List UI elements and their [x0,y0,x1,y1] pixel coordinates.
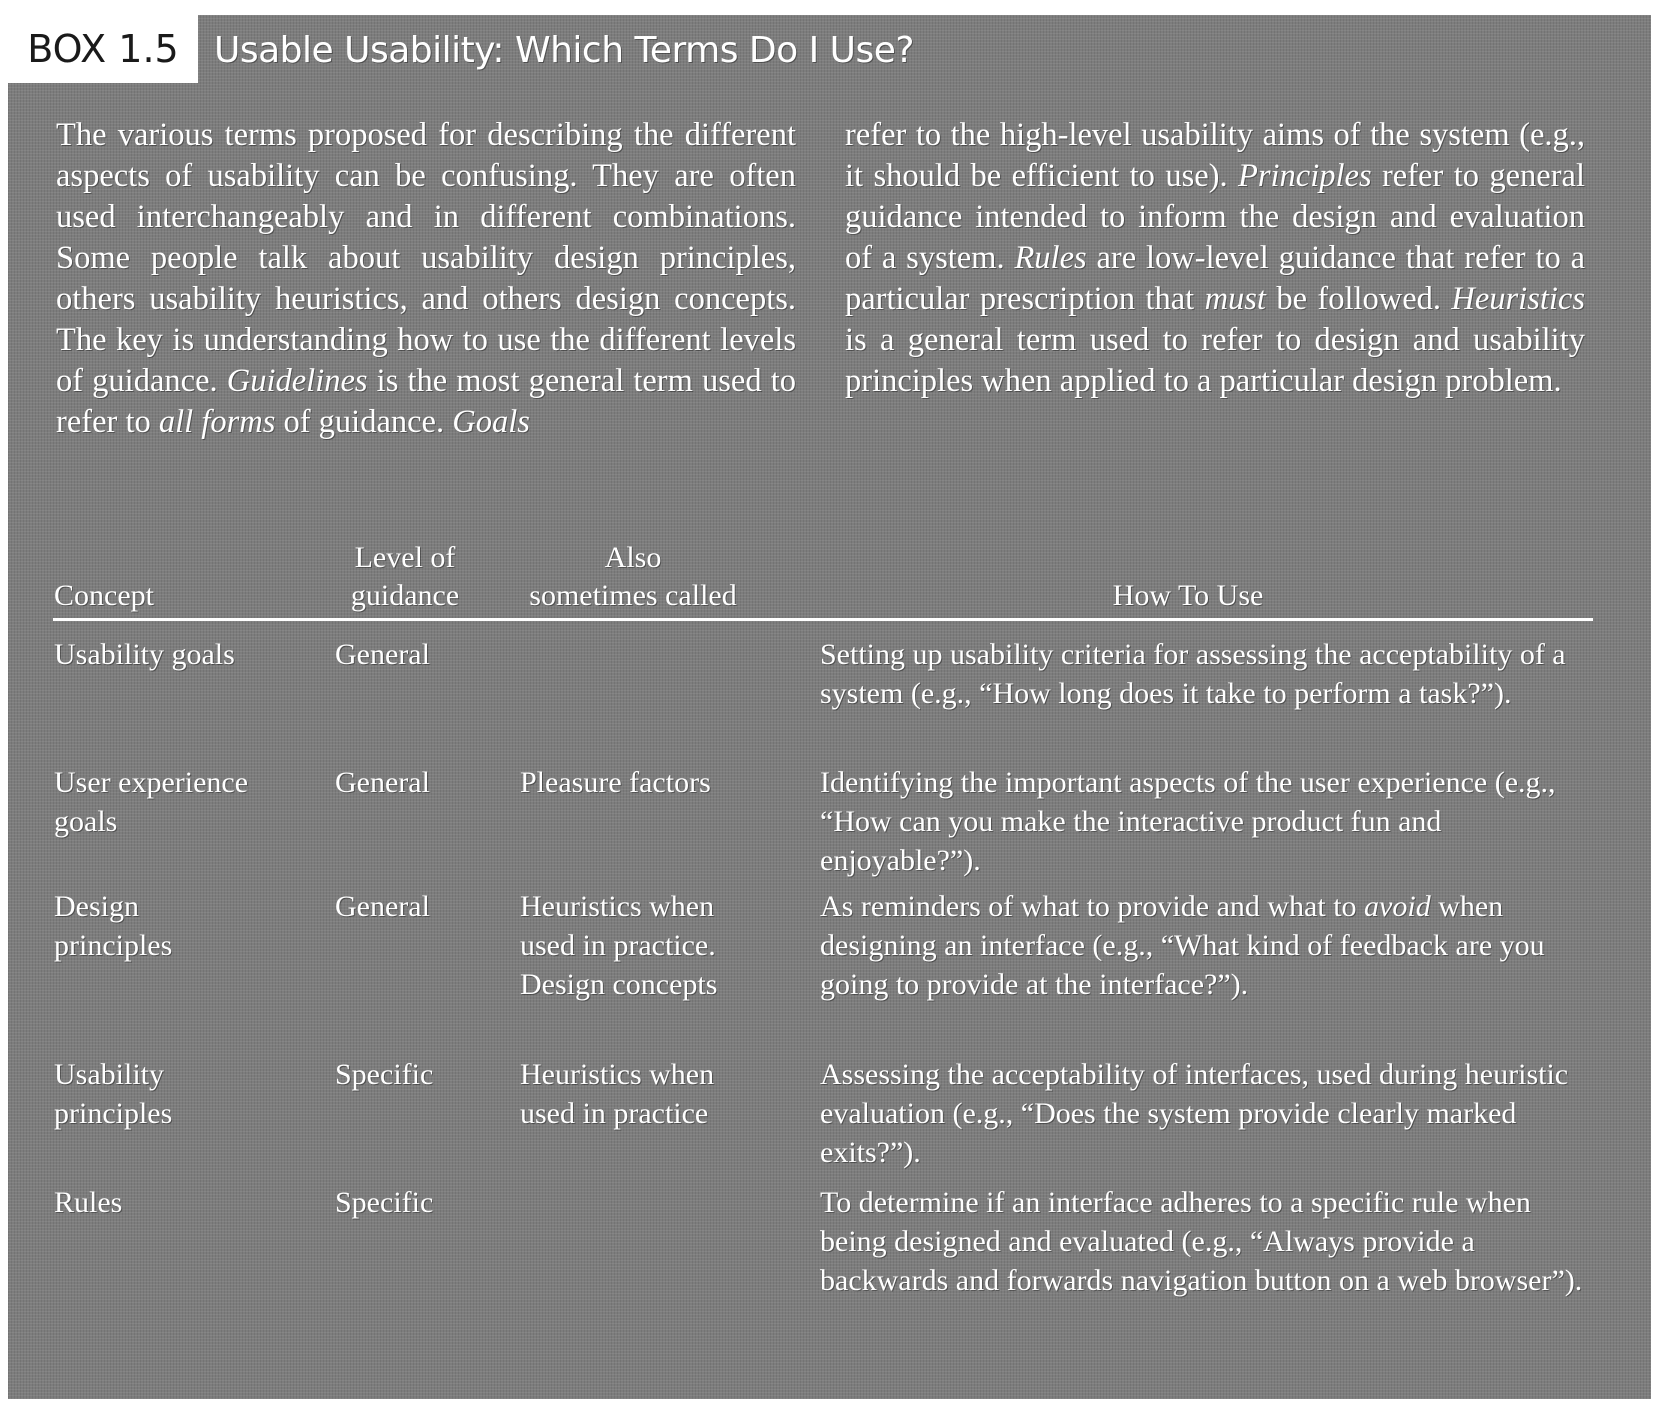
row-rules-concept: Rules [54,1186,123,1219]
row-usability-goals-concept: Usability goals [54,638,235,671]
emphasized-term: all forms [158,404,276,440]
row-design-principles-level: General [335,890,430,923]
emphasized-term: must [1204,281,1266,317]
row-user-experience-goals-how [820,763,1600,880]
table-top-rule [53,618,1593,621]
row-usability-principles-level: Specific [335,1058,434,1091]
header-also-line-1: Also [604,541,662,574]
intro-paragraph-column-2 [845,115,1585,402]
row-user-experience-goals-concept: User experience goals [54,766,249,838]
text-run: As reminders of what to provide and what to [820,890,1365,923]
box-title: Usable Usability: Which Terms Do I Use? [214,30,915,71]
row-usability-goals-level: General [335,638,430,671]
text-run: are low-level guidance that refer to a particular prescription that [845,240,1586,317]
row-user-experience-goals-also: Pleasure factors [520,766,711,799]
text-run: refer to general guidance intended to inform the design and evaluation of a system. [845,158,1585,276]
text-run: refer to the high-level usability aims of the system (e.g., it should be efficient to use). [845,117,1585,194]
row-rules-level: Specific [335,1186,434,1219]
intro-paragraph-column-1 [56,115,796,443]
header-how-to-use: How To Use [1112,579,1264,612]
text-run: The various terms proposed for describing the different aspects of usability can be confusing. They are often used interchangeably and in different combinations. Some people talk about usability design principles, others usability heuristics, and others design concepts. The key is understanding how to use the different levels of guidance. [56,117,796,399]
emphasized-term: avoid [1364,890,1431,923]
text-run: of guidance. [275,404,453,440]
emphasized-term: Rules [1014,240,1087,276]
row-usability-goals-how [820,635,1600,713]
header-also-called [498,539,768,615]
row-rules-how [820,1183,1600,1300]
header-also-line-2: sometimes called [529,579,737,612]
row-usability-principles-concept: Usability principles [54,1058,173,1130]
text-run: is a general term used to refer to design and usability principles when applied to a particular design problem. [845,322,1585,399]
emphasized-term: Heuristics [1451,281,1585,317]
row-user-experience-goals-level: General [335,766,430,799]
box-number-label: BOX 1.5 [8,15,198,83]
box-1-5 [8,15,1651,1399]
row-usability-principles-how [820,1055,1600,1172]
row-design-principles-how [820,887,1600,1004]
emphasized-term: Goals [452,404,530,440]
row-design-principles-also: Heuristics when used in practice. Design concepts [520,890,718,1001]
row-design-principles-concept: Design principles [54,890,173,962]
header-concept: Concept [54,579,154,612]
text-run: Setting up usability criteria for assessing the acceptability of a system (e.g., “How long does it take to perform a task?”). [820,638,1566,710]
emphasized-term: Guidelines [226,363,368,399]
text-run: To determine if an interface adheres to a specific rule when being designed and evaluated (e.g., “Always provide a backwards and forwards navigation button on a web browser”). [820,1186,1583,1297]
emphasized-term: Principles [1238,158,1372,194]
header-level-line-1: Level of [354,541,456,574]
text-run: Identifying the important aspects of the user experience (e.g., “How can you make the interactive product fun and enjoyable?”). [820,766,1556,877]
text-run: is the most general term used to refer to [56,363,796,440]
text-run: when designing an interface (e.g., “What kind of feedback are you going to provide at the interface?”). [820,890,1545,1001]
header-level-line-2: guidance [350,579,460,612]
header-level-of-guidance [330,539,480,615]
text-run: be followed. [1265,281,1452,317]
row-usability-principles-also: Heuristics when used in practice [520,1058,715,1130]
text-run: Assessing the acceptability of interfaces, used during heuristic evaluation (e.g., “Does the system provide clearly marked exits?”). [820,1058,1569,1169]
